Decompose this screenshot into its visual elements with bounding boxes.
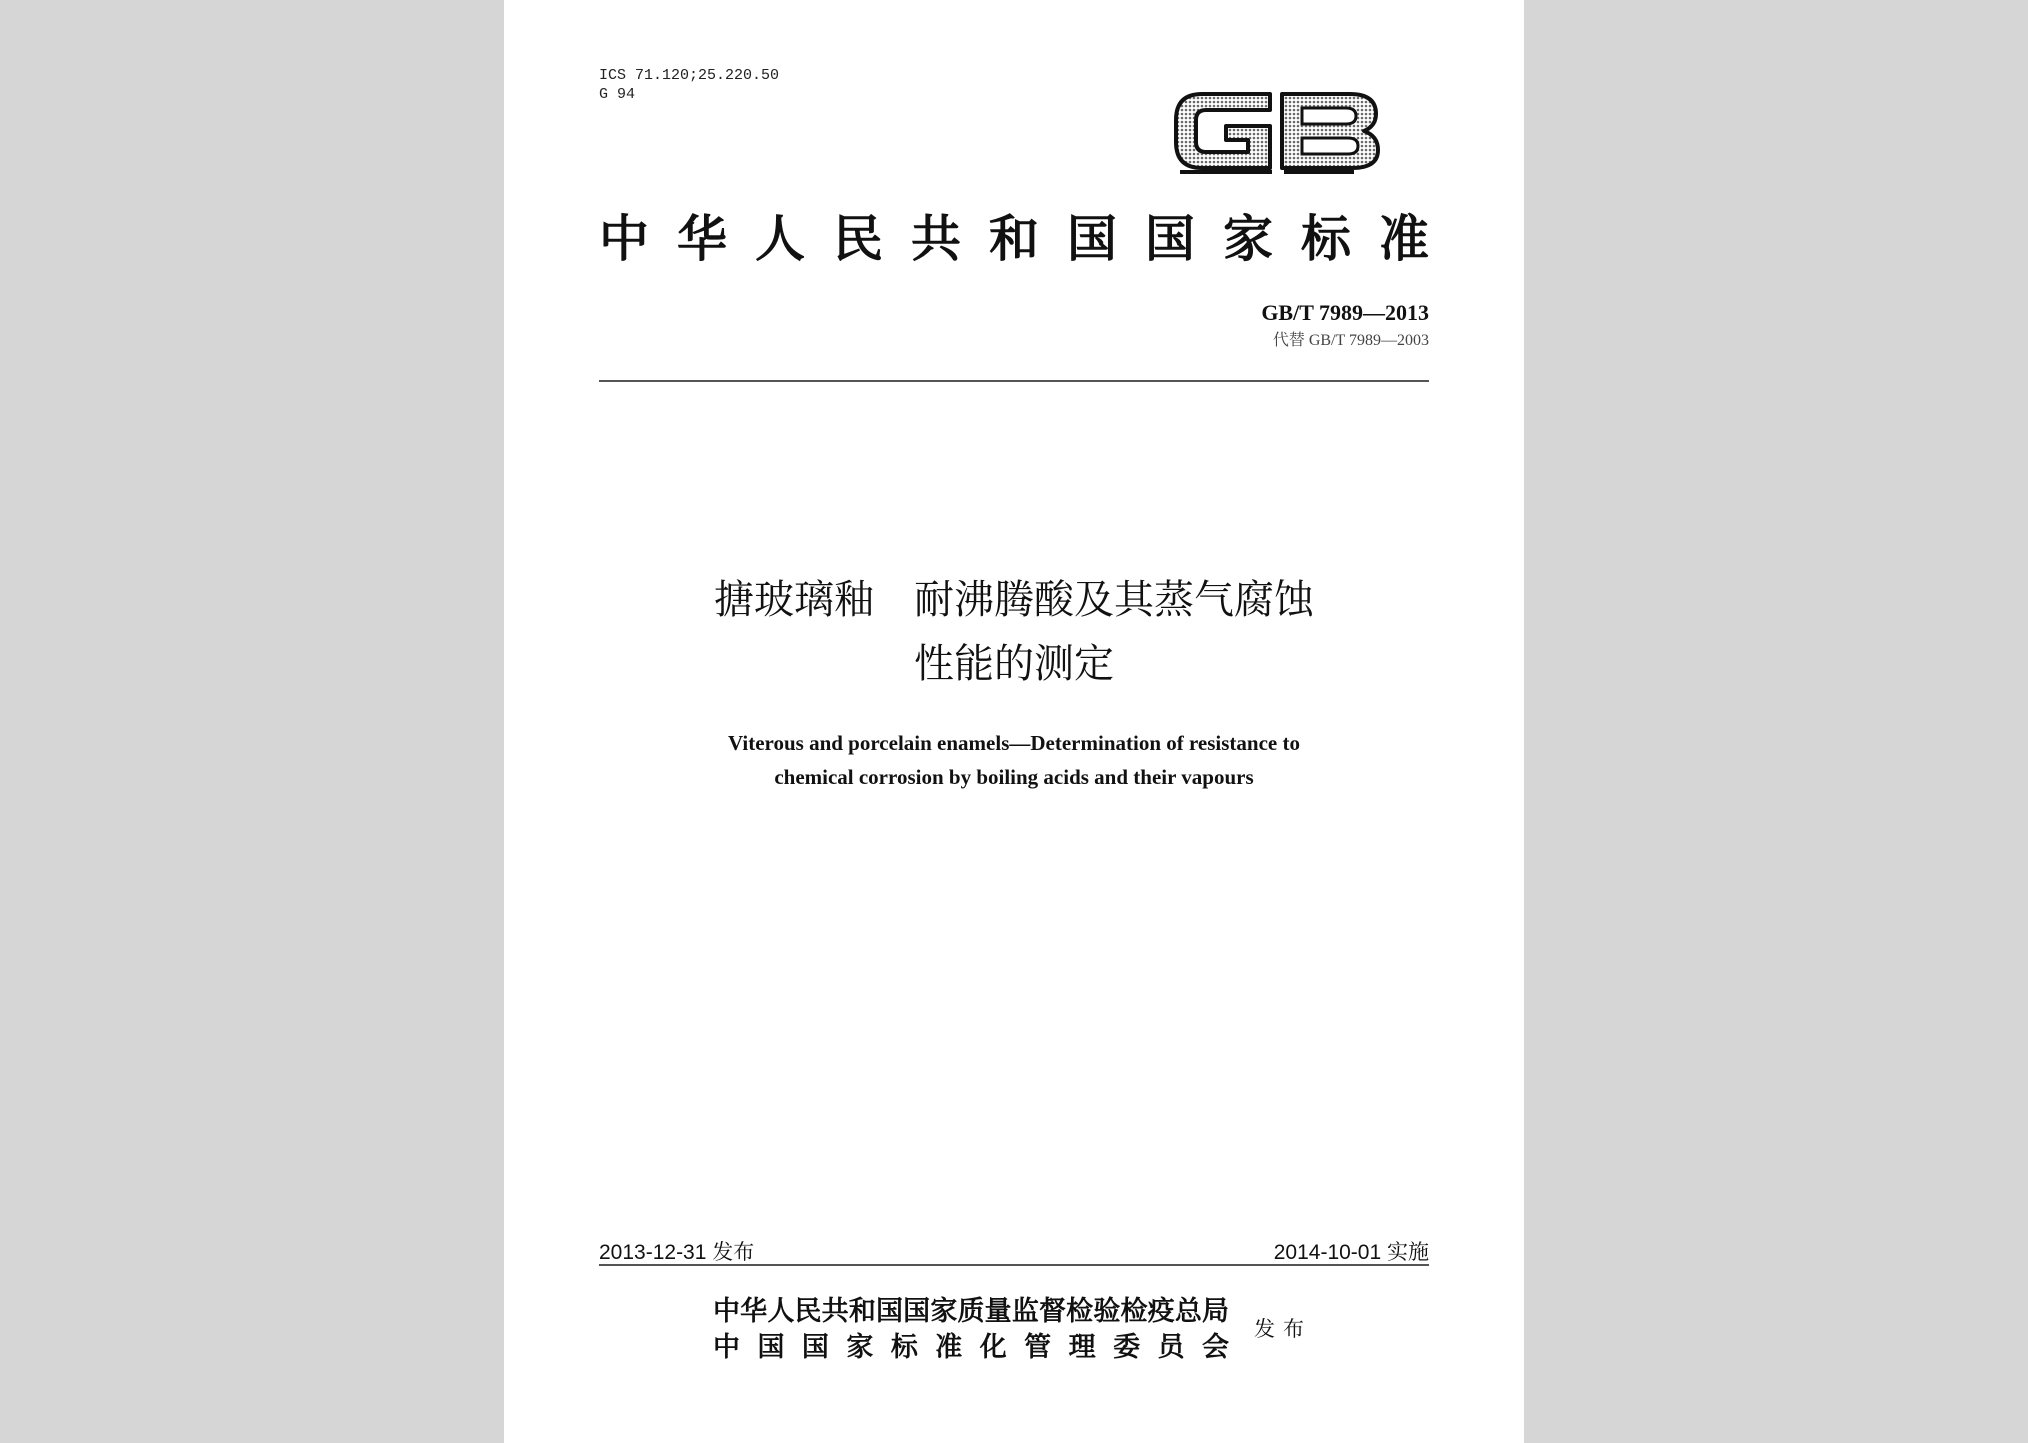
english-title [504, 726, 1524, 794]
issuing-authorities [713, 1294, 1229, 1366]
standard-main-title: 中华人民共和国国家标准 [599, 209, 1429, 268]
standard-number: GB/T 7989—2013 [1261, 300, 1429, 325]
english-title-line-2: chemical corrosion by boiling acids and their vapours [774, 765, 1254, 789]
footer-divider [599, 1264, 1429, 1266]
ccs-code: G 94 [599, 86, 636, 103]
chinese-title [504, 568, 1524, 696]
english-title-line-1: Viterous and porcelain enamels—Determination of resistance to [728, 731, 1300, 755]
issuer-aqsiq: 中华人民共和国国家质量监督检验检疫总局 [713, 1296, 1229, 1327]
implementation-date: 2014-10-01 实施 [1273, 1241, 1429, 1264]
gb-logo-icon [1172, 80, 1384, 182]
standard-replaces: 代替 GB/T 7989—2003 [1272, 332, 1429, 349]
issue-action-label: 发布 [1254, 1317, 1312, 1341]
header-divider [599, 380, 1429, 382]
ics-code: ICS 71.120;25.220.50 [599, 67, 780, 84]
classification-codes [599, 66, 779, 104]
issuer-sac: 中国国家标准化管理委员会 [713, 1332, 1229, 1363]
chinese-title-line-2: 性能的测定 [914, 641, 1114, 687]
document-page [504, 0, 1524, 1443]
chinese-title-line-1: 搪玻璃釉 耐沸腾酸及其蒸气腐蚀 [714, 577, 1314, 623]
issue-date: 2013-12-31 发布 [599, 1241, 755, 1264]
